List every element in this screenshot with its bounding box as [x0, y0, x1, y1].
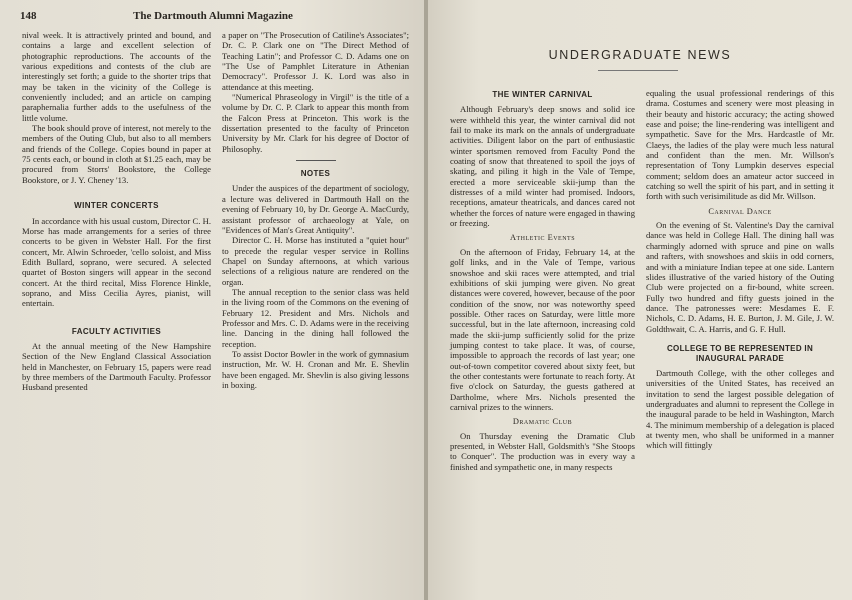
paragraph: To assist Doctor Bowler in the work of gymnasium instruction, Mr. W. H. Cronan and Mr. E. Shevlin have been engaged. Mr. Shevlin is also giving lessons in boxing.: [222, 348, 409, 390]
paragraph: On Thursday evening the Dramatic Club presented, in Webster Hall, Goldsmith's "She Stoops to Conquer". The production was in every way a finished and sympathetic one, in many respects: [450, 430, 635, 472]
subheading-carnival-dance: Carnival Dance: [708, 206, 772, 216]
magazine-title: The Dartmouth Alumni Magazine: [133, 10, 293, 22]
heading-inaugural-parade: COLLEGE TO BE REPRESENTED IN INAUGURAL PARADE: [666, 343, 814, 363]
right-column-2: [646, 88, 834, 451]
paragraph: Under the auspices of the department of sociology, a lecture was delivered in Dartmouth Hall on the evening of February 10, by Dr. George A. MacCurdy, assistant professor of archaeology at Yale, on "Evidences of Man's Great Antiquity".: [222, 183, 409, 235]
section-title: UNDERGRADUATE NEWS: [548, 48, 732, 62]
paragraph: "Numerical Phraseology in Virgil" is the title of a volume by Dr. C. P. Clark to appear this month from the Falcon Press at Princeton. This work is the dissertation presented to the faculty of Princeton University by Mr. Clark for his degree of Doctor of Philosophy.: [222, 92, 409, 154]
left-page: [0, 0, 424, 600]
right-column-1: [450, 86, 635, 472]
right-page: [428, 0, 852, 600]
heading-notes: NOTES: [300, 169, 331, 179]
paragraph: The book should prove of interest, not merely to the members of the Outing Club, but also to all members and friends of the College. Copies bound in paper at 75 cents each, or bound in cloth at $1.25 each, may be procured from Storrs' Bookstore, the College Bookstore, or J. Y. Cheney '13.: [22, 123, 211, 185]
paragraph: Although February's deep snows and solid ice were withheld this year, the winter carnival did not fail to make its mark on the annals of undergraduate activities. Diligent labor on the part of enthusiastic winter sportsmen removed from Faculty Pond the coating of snow that threatened to spoil the joys of skating, and piling it high in the Vale of Tempe, erected a more serviceable skii-jump than the distresses of a mild winter had promised. Indoors, receptions, amateur theatricals, and dances cared not whether the forces of nature were engaged in thawing or freezing.: [450, 104, 635, 229]
subheading-athletic-events: Athletic Events: [509, 233, 576, 243]
divider: [598, 70, 678, 71]
paragraph: a paper on "The Prosecution of Catiline's Associates"; Dr. C. P. Clark one on "The Direct Method of Teaching Latin"; and Professor C. D. Adams one on "The Use of Pamphlet Literature in Athenian Democracy". Professor J. K. Lord was also in attendance at this meeting.: [222, 30, 409, 92]
heading-winter-carnival: THE WINTER CARNIVAL: [492, 90, 593, 99]
paragraph: Director C. H. Morse has instituted a "quiet hour" to precede the regular vesper service in Rollins Chapel on Sunday afternoons, at which various selections of a religious nature are rendered on the organ.: [222, 235, 409, 287]
page-number: 148: [20, 10, 37, 22]
left-column-2: [222, 30, 409, 390]
subheading-dramatic-club: Dramatic Club: [512, 417, 573, 427]
heading-winter-concerts: WINTER CONCERTS: [74, 201, 159, 211]
heading-faculty-activities: FACULTY ACTIVITIES: [71, 326, 162, 336]
divider: [296, 160, 336, 161]
paragraph: The annual reception to the senior class was held in the living room of the Commons on the evening of February 12. President and Mrs. Nichols and Professor and Mrs. C. D. Adams were in the receiving line. Dancing in the dining hall followed the reception.: [222, 286, 409, 349]
paragraph: Dartmouth College, with the other colleges and universities of the United States, has received an invitation to send the largest possible delegation of undergraduates and alumni to represent the College in the inaugural parade to be held in Washington, March 4. The minimum membership of a delegation is placed at twenty men, who shall be uniformed in a manner which will fittingly: [646, 367, 834, 451]
paragraph: On the evening of St. Valentine's Day the carnival dance was held in College Hall. The dining hall was charmingly adorned with spruce and pine on walls and rafters, with snowshoes and skiis in odd corners, and with a miniature Indian tepee at one side. Lantern slides illustrative of the varied history of the Outing Club were projected on a fir-bound, white screen. Fully two hundred and fifty guests joined in the dance. The patronesses were: Mesdames E. F. Nichols, C. D. Adams, H. E. Burton, J. M. Gile, J. W. Goldthwait, C. A. Harris, and G. F. Hull.: [646, 220, 834, 334]
paragraph: At the annual meeting of the New Hampshire Section of the New England Classical Association held in Manchester, on February 15, papers were read by three members of the Dartmouth Faculty. Professor Husband presented: [22, 340, 211, 393]
left-column-1: [22, 30, 211, 393]
paragraph: In accordance with his usual custom, Director C. H. Morse has made arrangements for a series of three concerts to be given in Webster Hall. For the first concert, Mr. Alwin Schroeder, 'cello soloist, and Miss Edith Bullard, soprano, were secured. A selected quartet of Boston singers will appear in the second concert. At the third recital, Miss Florence Hinkle, soprano, and Miss Cecilia Ayres, pianist, will entertain.: [22, 215, 211, 309]
paragraph: equaling the usual professional renderings of this drama. Costumes and scenery were most pleasing in their beauty and historic accuracy; the acting showed ease and poise; the line-rendering was intelligent and sympathetic. Save for the Mrs. Hardcastle of Mr. Claeys, the ladies of the play were much less natural and confident than the men. Mr. Willson's representation of Tony Lumpkin deserves especial comment; seldom does an amateur actor succeed in catching so well the spirit of his part, and in setting it forth with such verisimilitude as did Mr. Willson.: [646, 88, 834, 202]
paragraph: On the afternoon of Friday, February 14, at the golf links, and in the Vale of Tempe, various snowshoe and skii races were attempted, and trial exhibitions of skii jumping were given. No great distances were covered, however, because of the poor condition of the snow, nor was noteworthy speed possible. Other races on Saturday, were little more successful, but in the late afternoon, increasing cold made the skii-jump sufficiently solid for the prize jumping contest to take place. It was, of course, impossible to approach the records of last year; one out-of-town competitor covered about sixty feet, but the other contestants were fortunate to reach forty. At five o'clock on Saturday, the guests gathered at Dartholme, where Mrs. Nichols presented the carnival prizes to the winners.: [450, 246, 635, 412]
paragraph: nival week. It is attractively printed and bound, and contains a large and excellent selection of photographic reproductions. The accounts of the various expeditions and contests of the club are interestingly set forth; a guide to the shorter trips that may be taken in the vicinity of the College is conveniently included; and an article on camping paraphernalia further adds to the usefulness of the little volume.: [22, 30, 211, 123]
